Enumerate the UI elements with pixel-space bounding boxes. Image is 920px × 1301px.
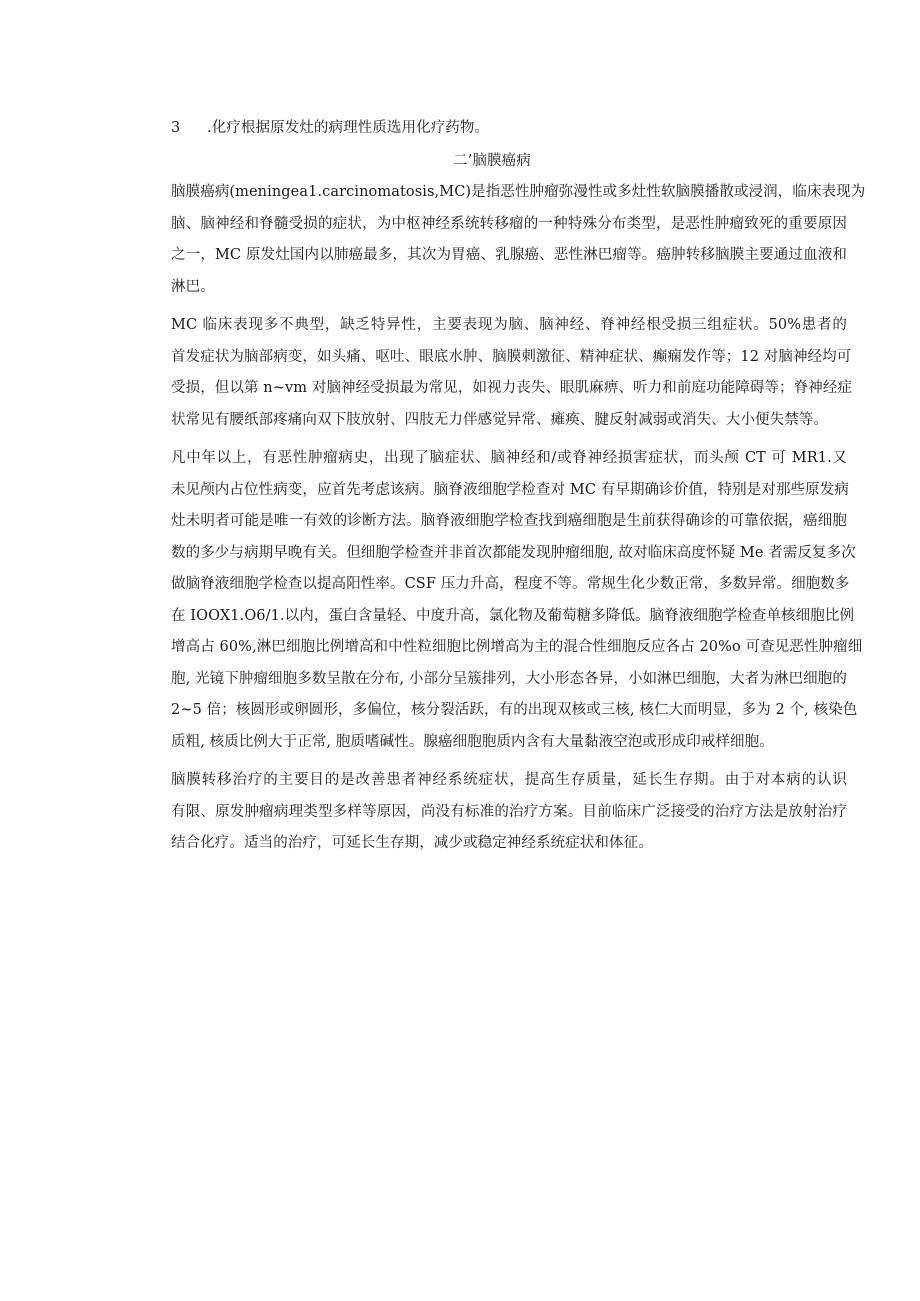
paragraph-treatment — [137, 765, 847, 860]
paragraph-line: 状常见有腰纸部疼痛向双下肢放射、四肢无力伴感觉异常、瘫痪、腱反射减弱或消失、大小便失禁等。 — [171, 411, 828, 428]
list-item-text: .化疗根据原发灶的病理性质选用化疗药物。 — [207, 120, 490, 136]
paragraph-line: 之一，MC 原发灶国内以肺癌最多，其次为胃癌、乳腺癌、恶性淋巴瘤等。癌肿转移脑膜主要通过血液和 — [171, 247, 847, 263]
paragraph-line: 凡中年以上，有恶性肿瘤病史，出现了脑症状、脑神经和/或脊神经损害症状，而头颅 CT 可 MR1.又 — [171, 450, 847, 466]
paragraph-line: 增高占 60%,淋巴细胞比例增高和中性粒细胞比例增高为主的混合性细胞反应各占 20%o 可查见恶性肿瘤细 — [171, 639, 863, 655]
paragraph-line: 脑膜癌病(meningea1.carcinomatosis,MC)是指恶性肿瘤弥漫性或多灶性软脑膜播散或浸润，临床表现为 — [171, 184, 866, 200]
list-item-3 — [137, 113, 847, 145]
paragraph-line: 数的多少与病期早晚有关。但细胞学检查并非首次都能发现肿瘤细胞, 故对临床高度怀疑 Me 者需反复多次 — [171, 544, 856, 561]
paragraph-line: 结合化疗。适当的治疗，可延长生存期，减少或稳定神经系统症状和体征。 — [171, 835, 653, 851]
paragraph-definition — [137, 177, 866, 303]
paragraph-line: 未见颅内占位性病变，应首先考虑该病。脑脊液细胞学检查对 MC 有早期确诊价值，特别是对那些原发病 — [171, 481, 849, 498]
paragraph-line: 受损，但以第 n~vm 对脑神经受损最为常见，如视力丧失、眼肌麻痹、听力和前庭功能障碍等；脊神经症 — [171, 380, 853, 396]
paragraph-line: 质粗, 核质比例大于正常, 胞质嗜碱性。腺癌细胞胞质内含有大量黏液空泡或形成印戒样细胞。 — [171, 733, 774, 750]
paragraph-line: 脑膜转移治疗的主要目的是改善患者神经系统症状，提高生存质量，延长生存期。由于对本病的认识 — [171, 772, 847, 788]
document-body — [137, 113, 866, 867]
paragraph-line: 2~5 倍；核圆形或卵圆形，多偏位，核分裂活跃，有的出现双核或三核, 核仁大而明显，多为 2 个, 核染色 — [171, 702, 858, 718]
list-item-number: 3 — [171, 120, 181, 136]
paragraph-diagnosis — [137, 443, 863, 758]
paragraph-line: 做脑脊液细胞学检查以提高阳性率。CSF 压力升高，程度不等。常规生化少数正常，多数异常。细胞数多 — [171, 576, 850, 592]
paragraph-clinical-features — [137, 310, 853, 436]
paragraph-line: 首发症状为脑部病变，如头痛、呕吐、眼底水肿、脑膜刺激征、精神症状、癫痫发作等；12 对脑神经均可 — [171, 348, 852, 365]
paragraph-line: 有限、原发肿瘤病理类型多样等原因，尚没有标准的治疗方案。目前临床广泛接受的治疗方法是放射治疗 — [171, 803, 847, 820]
paragraph-line: 胞, 光镜下肿瘤细胞多数呈散在分布, 小部分呈簇排列，大小形态各异，小如淋巴细胞，大者为淋巴细胞的 — [171, 670, 847, 687]
paragraph-line: 灶未明者可能是唯一有效的诊断方法。脑脊液细胞学检查找到癌细胞是生前获得确诊的可靠依据，癌细胞 — [171, 513, 847, 529]
section-heading: 二’脑膜癌病 — [453, 152, 531, 169]
paragraph-line: 在 IOOX1.O6/1.以内，蛋白含量轻、中度升高，氯化物及葡萄糖多降低。脑脊液细胞学检查单核细胞比例 — [171, 607, 855, 624]
paragraph-line: 脑、脑神经和脊髓受损的症状，为中枢神经系统转移瘤的一种特殊分布类型，是恶性肿瘤致死的重要原因 — [171, 215, 847, 232]
paragraph-line: MC 临床表现多不典型，缺乏特异性，主要表现为脑、脑神经、脊神经根受损三组症状。50%患者的 — [171, 317, 848, 333]
paragraph-line: 淋巴。 — [171, 278, 215, 295]
